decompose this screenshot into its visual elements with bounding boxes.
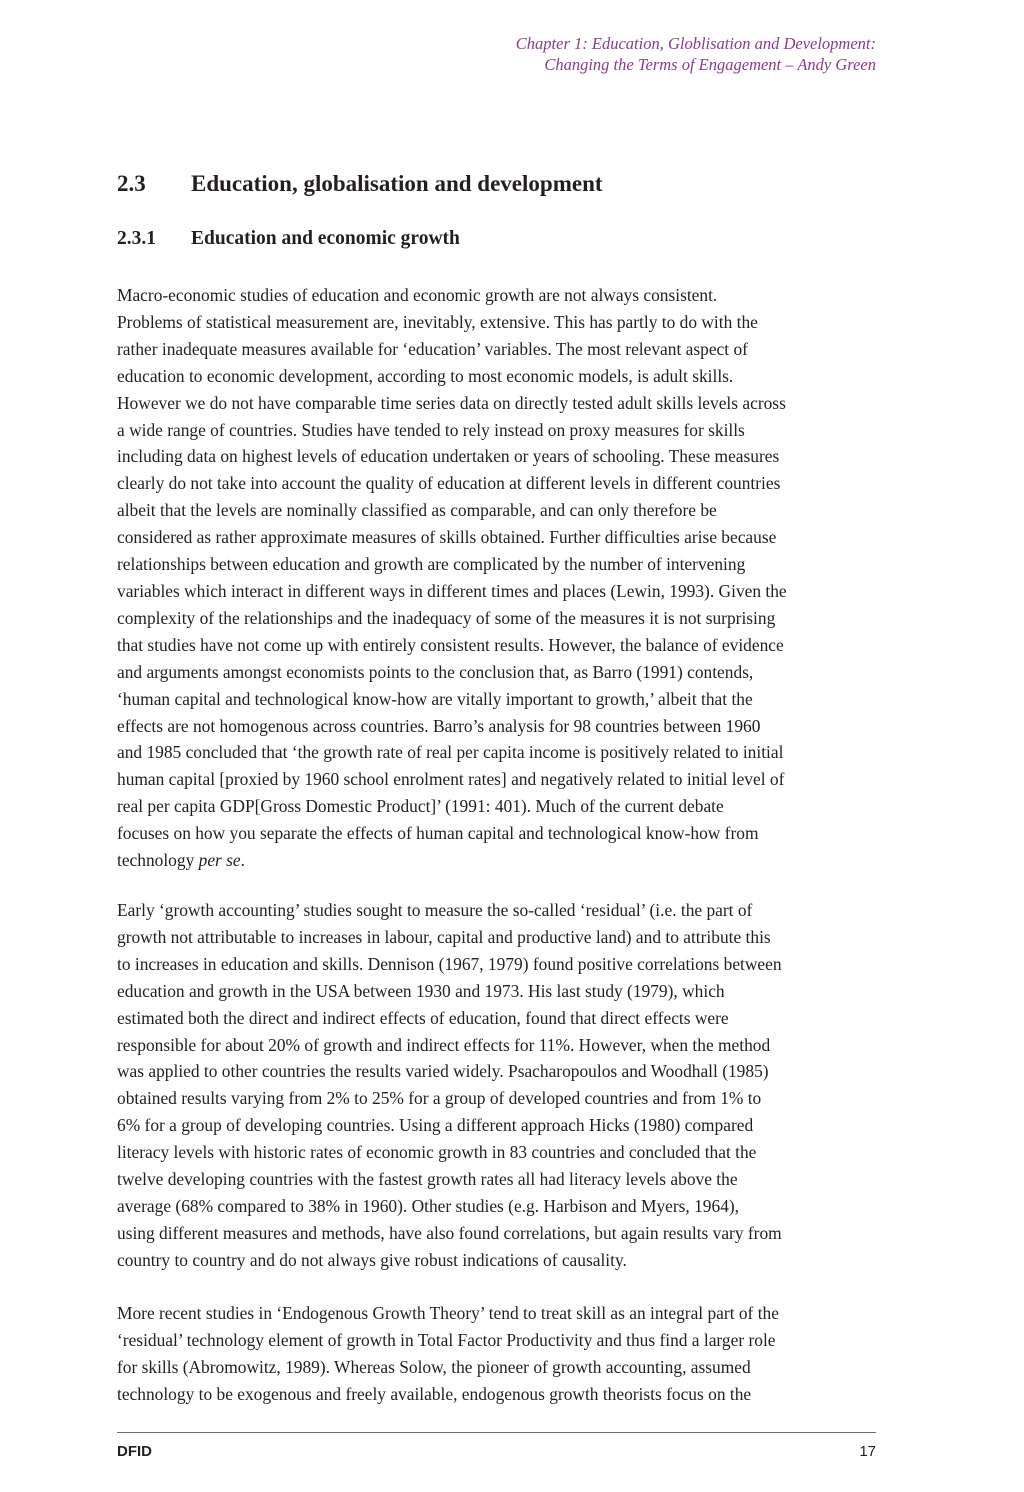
text-fragment: . (240, 850, 246, 871)
text-line: growth not attributable to increases in labour, capital and productive land) and to attribute this (117, 926, 771, 947)
text-line: However we do not have comparable time series data on directly tested adult skills levels across (117, 392, 786, 413)
text-line: Macro-economic studies of education and economic growth are not always consistent. (117, 285, 718, 305)
text-line: that studies have not come up with entirely consistent results. However, the balance of evidence (117, 634, 784, 655)
text-line: relationships between education and growth are complicated by the number of intervening (117, 554, 746, 575)
text-line: ‘residual’ technology element of growth in Total Factor Productivity and thus find a larger role (117, 1329, 776, 1350)
text-line: clearly do not take into account the quality of education at different levels in different countries (117, 473, 781, 494)
subsection-title: Education and economic growth (191, 228, 460, 249)
text-line: including data on highest levels of education undertaken or years of schooling. These measures (117, 446, 780, 467)
text-line: 6% for a group of developing countries. Using a different approach Hicks (1980) compared (117, 1115, 754, 1136)
text-line: considered as rather approximate measures of skills obtained. Further difficulties arise because (117, 527, 777, 548)
text-line: effects are not homogenous across countries. Barro’s analysis for 98 countries between 1960 (117, 715, 761, 736)
text-line: real per capita GDP[Gross Domestic Product]’ (1991: 401). Much of the current debate (117, 796, 724, 817)
text-line: obtained results varying from 2% to 25% for a group of developed countries and from 1% to (117, 1088, 762, 1109)
running-head (176, 33, 876, 75)
text-line: to increases in education and skills. Dennison (1967, 1979) found positive correlations between (117, 953, 782, 974)
italic-term: per se (198, 850, 241, 871)
text-line: responsible for about 20% of growth and indirect effects for 11%. However, when the method (117, 1034, 771, 1055)
text-line: rather inadequate measures available for ‘education’ variables. The most relevant aspect of (117, 338, 748, 359)
text-line: country to country and do not always give robust indications of causality. (117, 1249, 627, 1270)
text-line: complexity of the relationships and the inadequacy of some of the measures it is not surprising (117, 607, 776, 628)
text-line: education to economic development, according to most economic models, is adult skills. (117, 365, 734, 386)
text-line: focuses on how you separate the effects of human capital and technological know-how from (117, 823, 759, 844)
page-number: 17 (859, 1443, 876, 1460)
text-line: education and growth in the USA between 1930 and 1973. His last study (1979), which (117, 980, 725, 1001)
text-line: Problems of statistical measurement are, inevitably, extensive. This has partly to do with the (117, 311, 758, 332)
text-line: for skills (Abromowitz, 1989). Whereas Solow, the pioneer of growth accounting, assumed (117, 1356, 751, 1377)
text-line: a wide range of countries. Studies have tended to rely instead on proxy measures for skills (117, 419, 745, 440)
text-line: albeit that the levels are nominally classified as comparable, and can only therefore be (117, 500, 717, 521)
section-heading (117, 171, 603, 197)
text-line: Early ‘growth accounting’ studies sought to measure the so-called ‘residual’ (i.e. the part of (117, 900, 753, 920)
footer-publisher: DFID (117, 1443, 152, 1460)
paragraph-2 (117, 897, 887, 1274)
text-line: estimated both the direct and indirect effects of education, found that direct effects were (117, 1007, 729, 1028)
text-line: using different measures and methods, have also found correlations, but again results vary from (117, 1222, 782, 1243)
text-line: human capital [proxied by 1960 school enrolment rates] and negatively related to initial level of (117, 769, 785, 790)
text-line-last (117, 847, 887, 874)
running-head-line-1: Chapter 1: Education, Globlisation and Development: (515, 34, 876, 53)
text-fragment: technology (117, 850, 199, 871)
section-number: 2.3 (117, 171, 146, 196)
text-line: literacy levels with historic rates of economic growth in 83 countries and concluded that the (117, 1142, 757, 1163)
section-title: Education, globalisation and development (191, 171, 603, 196)
text-line: twelve developing countries with the fastest growth rates all had literacy levels above the (117, 1169, 738, 1190)
text-line: ‘human capital and technological know-how are vitally important to growth,’ albeit that the (117, 688, 753, 709)
text-line: average (68% compared to 38% in 1960). Other studies (e.g. Harbison and Myers, 1964), (117, 1195, 740, 1216)
paragraph-1 (117, 282, 887, 874)
text-line: More recent studies in ‘Endogenous Growth Theory’ tend to treat skill as an integral part of the (117, 1303, 779, 1323)
text-line: and arguments amongst economists points to the conclusion that, as Barro (1991) contends, (117, 661, 754, 682)
text-line: and 1985 concluded that ‘the growth rate of real per capita income is positively related to initial (117, 742, 784, 763)
paragraph-3 (117, 1300, 887, 1408)
text-line: variables which interact in different ways in different times and places (Lewin, 1993). Given the (117, 580, 787, 601)
footer-divider (117, 1432, 876, 1433)
subsection-heading (117, 228, 460, 250)
subsection-number: 2.3.1 (117, 228, 156, 249)
text-line: technology to be exogenous and freely available, endogenous growth theorists focus on the (117, 1383, 752, 1404)
running-head-line-2: Changing the Terms of Engagement – Andy Green (544, 55, 876, 74)
text-line: was applied to other countries the results varied widely. Psacharopoulos and Woodhall (1985) (117, 1061, 769, 1082)
